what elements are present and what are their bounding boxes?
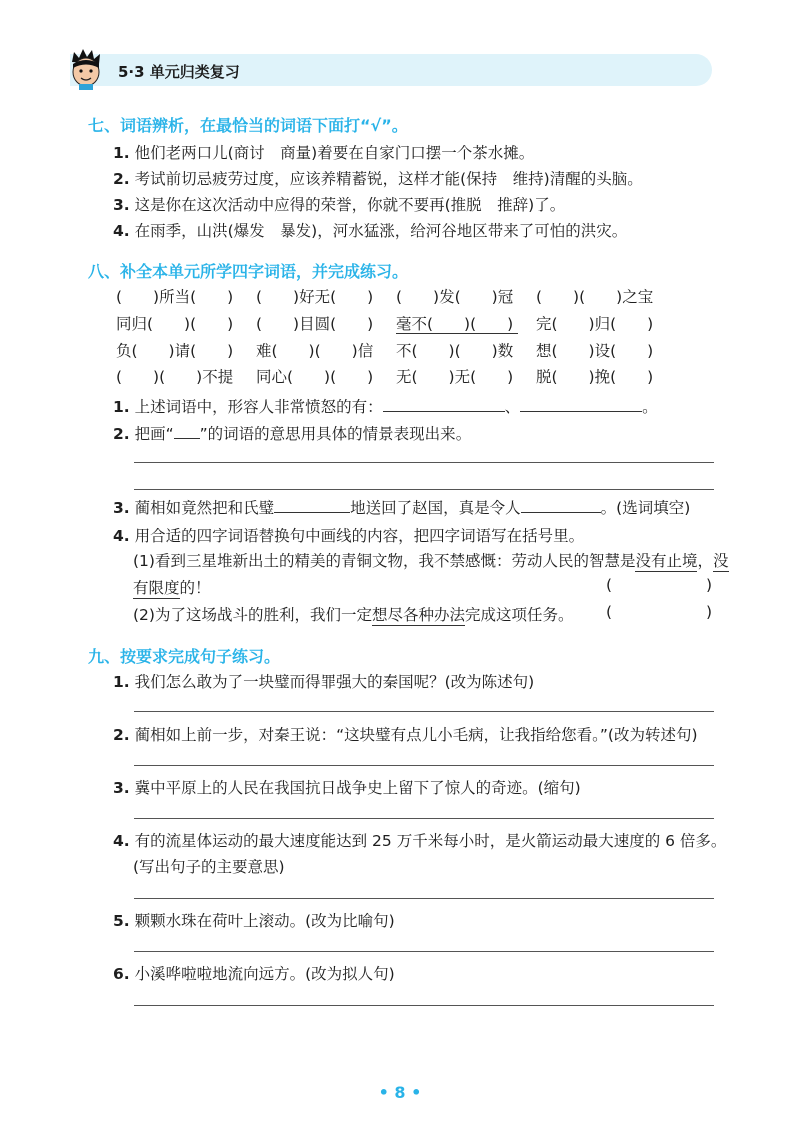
q1-end: 。: [642, 398, 658, 416]
q4-sentence-1-cont: [133, 576, 211, 598]
idiom-underline: [396, 333, 518, 334]
underlined-phrase: 没: [713, 552, 729, 570]
idiom-row-1: [116, 285, 676, 307]
idiom-cell[interactable]: 同归( )( ): [116, 315, 234, 333]
item-number: 1.: [113, 673, 130, 691]
idiom-row-4: [116, 365, 676, 387]
answer-paren-2-right: [706, 603, 712, 621]
q4-sentence-1: [133, 549, 729, 571]
idiom-cell[interactable]: 想( )设( ): [536, 342, 654, 360]
item-text: 蔺相如上前一步，对秦王说：“这块璧有点儿小毛病，让我指给您看。”(改为转述句): [134, 726, 698, 744]
answer-line[interactable]: [134, 898, 714, 899]
answer-line[interactable]: [134, 711, 714, 712]
section-9-title: 九、按要求完成句子练习。: [88, 647, 281, 666]
item-number: 4.: [113, 222, 130, 240]
header-title: 5·3 单元归类复习: [118, 63, 240, 81]
idiom-cell[interactable]: ( )所当( ): [116, 288, 234, 306]
sentence-text: ，: [697, 552, 713, 570]
sec9-item-2: [113, 723, 698, 745]
item-text: 小溪哗啦啦地流向远方。(改为拟人句): [134, 965, 395, 983]
underlined-phrase: 想尽各种办法: [371, 606, 465, 624]
item-number: 4.: [113, 527, 130, 545]
sec7-item-4: [113, 219, 627, 241]
idiom-cell[interactable]: ( )发( )冠: [396, 288, 514, 306]
idiom-cell[interactable]: ( )( )不提: [116, 368, 234, 386]
idiom-row-3: [116, 339, 676, 361]
sec8-q4: [113, 524, 584, 546]
item-number: 1.: [113, 398, 130, 416]
item-number: 3.: [113, 779, 130, 797]
item-number: 6.: [113, 965, 130, 983]
idiom-cell[interactable]: 负( )请( ): [116, 342, 234, 360]
idiom-cell-underlined[interactable]: 毫不( )( ): [396, 315, 514, 333]
idiom-cell[interactable]: ( )好无( ): [256, 288, 374, 306]
paren-left: (: [606, 603, 613, 621]
item-text: 我们怎么敢为了一块璧而得罪强大的秦国呢？(改为陈述句): [134, 673, 535, 691]
idiom-cell[interactable]: 不( )( )数: [396, 342, 514, 360]
item-number: 3.: [113, 196, 130, 214]
underline-sample: [174, 424, 200, 439]
item-text: 有的流星体运动的最大速度能达到 25 万千米每小时，是火箭运动最大速度的 6 倍多。: [134, 832, 727, 850]
q4-sentence-2: [133, 603, 574, 625]
sec8-q2: [113, 422, 471, 444]
underlined-phrase: 没有止境: [635, 552, 698, 570]
answer-blank[interactable]: [383, 397, 505, 412]
idiom-cell[interactable]: 难( )( )信: [256, 342, 374, 360]
sec9-item-1: [113, 670, 534, 692]
answer-line[interactable]: [134, 951, 714, 952]
item-text: 考试前切忌疲劳过度，应该养精蓄锐，这样才能(保持 维持)清醒的头脑。: [134, 170, 643, 188]
sec8-q1: [113, 395, 658, 417]
answer-paren-2[interactable]: [606, 603, 612, 621]
sec7-item-1: [113, 141, 534, 163]
q3-text-c: 。(选词填空): [600, 499, 691, 517]
q1-sep: 、: [504, 398, 521, 416]
sec7-item-3: [113, 193, 565, 215]
sentence-text: 完成这项任务。: [464, 606, 574, 624]
sec9-item-4: [113, 829, 726, 851]
sec9-item-4-note: (写出句子的主要意思): [133, 858, 285, 876]
item-text: 他们老两口儿(商讨 商量)着要在自家门口摆一个茶水摊。: [134, 144, 535, 162]
idiom-cell[interactable]: ( )( )之宝: [536, 288, 654, 306]
paren-left: (: [606, 576, 613, 594]
answer-blank[interactable]: [274, 498, 350, 513]
q1-text: 上述词语中，形容人非常愤怒的有：: [134, 398, 383, 416]
sentence-text: 的！: [179, 579, 211, 597]
sec9-item-3: [113, 776, 581, 798]
item-text: 冀中平原上的人民在我国抗日战争史上留下了惊人的奇迹。(缩句): [134, 779, 581, 797]
idiom-cell[interactable]: ( )目圆( ): [256, 315, 374, 333]
item-number: 2.: [113, 726, 130, 744]
sec7-item-2: [113, 167, 643, 189]
section-7-title: 七、词语辨析，在最恰当的词语下面打“√”。: [88, 116, 408, 135]
item-number: 1.: [113, 144, 130, 162]
q2-post: ”的词语的意思用具体的情景表现出来。: [199, 425, 472, 443]
item-text: 在雨季，山洪(爆发 暴发)，河水猛涨，给河谷地区带来了可怕的洪灾。: [134, 222, 628, 240]
item-number: 3.: [113, 499, 130, 517]
item-text: 颗颗水珠在荷叶上滚动。(改为比喻句): [134, 912, 395, 930]
q4-text: 用合适的四字词语替换句中画线的内容，把四字词语写在括号里。: [134, 527, 585, 545]
sentence-text: (2)为了这场战斗的胜利，我们一定: [133, 606, 372, 624]
sec8-q3: [113, 496, 690, 518]
idiom-row-2: [116, 312, 676, 334]
answer-paren-1-right: [706, 576, 712, 594]
q3-text-b: 地送回了赵国，真是令人: [350, 499, 521, 517]
q2-pre: 把画“: [134, 425, 174, 443]
answer-line[interactable]: [134, 489, 714, 490]
item-number: 2.: [113, 425, 130, 443]
answer-line[interactable]: [134, 818, 714, 819]
sec9-item-6: [113, 962, 395, 984]
answer-blank[interactable]: [520, 397, 642, 412]
idiom-cell[interactable]: 无( )无( ): [396, 368, 514, 386]
sentence-text: (1)看到三星堆新出土的精美的青铜文物，我不禁感慨：劳动人民的智慧是: [133, 552, 636, 570]
answer-paren-1[interactable]: [606, 576, 612, 594]
sec9-item-5: [113, 909, 395, 931]
idiom-cell[interactable]: 同心( )( ): [256, 368, 374, 386]
item-number: 5.: [113, 912, 130, 930]
header-bar: [70, 54, 712, 86]
paren-right: ): [706, 576, 713, 594]
student-mascot-icon: [64, 46, 108, 90]
section-8-title: 八、补全本单元所学四字词语，并完成练习。: [88, 262, 409, 281]
item-number: 4.: [113, 832, 130, 850]
idiom-cell[interactable]: 脱( )挽( ): [536, 368, 654, 386]
answer-line[interactable]: [134, 1005, 714, 1006]
idiom-cell[interactable]: 完( )归( ): [536, 315, 654, 333]
underlined-phrase: 有限度: [133, 579, 180, 597]
item-number: 2.: [113, 170, 130, 188]
answer-line[interactable]: [134, 765, 714, 766]
answer-blank[interactable]: [521, 498, 601, 513]
answer-line[interactable]: [134, 462, 714, 463]
page-number: • 8 •: [378, 1083, 422, 1102]
paren-right: ): [706, 603, 713, 621]
q3-text-a: 蔺相如竟然把和氏璧: [134, 499, 275, 517]
item-text: 这是你在这次活动中应得的荣誉，你就不要再(推脱 推辞)了。: [134, 196, 566, 214]
